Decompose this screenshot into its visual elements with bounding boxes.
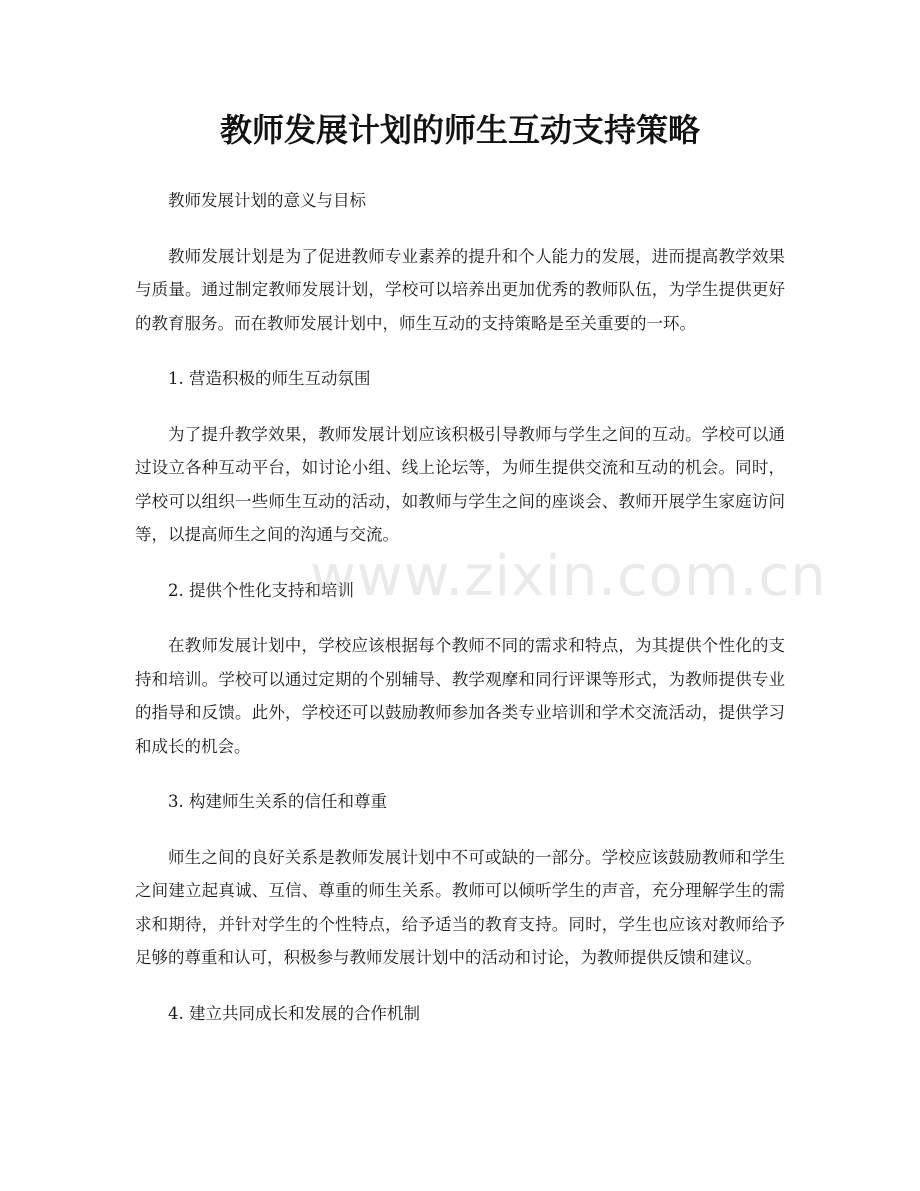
section-heading-2: 2. 提供个性化支持和培训: [168, 580, 354, 600]
paragraph-2: 在教师发展计划中，学校应该根据每个教师不同的需求和特点，为其提供个性化的支持和培训。学校可以通过定期的个别辅导、教学观摩和同行评课等形式，为教师提供专业的指导和反馈。此外，学校还可以鼓励教师参加各类专业培训和学术交流活动，提供学习和成长的机会。: [135, 636, 785, 756]
section-heading-4: 4. 建立共同成长和发展的合作机制: [168, 1003, 420, 1023]
document-body: [135, 184, 785, 1052]
section-heading-1: 1. 营造积极的师生互动氛围: [168, 369, 371, 388]
paragraph-intro: 教师发展计划是为了促进教师专业素养的提升和个人能力的发展，进而提高教学效果与质量。通过制定教师发展计划，学校可以培养出更加优秀的教师队伍，为学生提供更好的教育服务。而在教师发展计划中，师生互动的支持策略是至关重要的一环。: [135, 246, 785, 333]
section-heading-3: 3. 构建师生关系的信任和尊重: [168, 792, 387, 811]
watermark: www.zixin.com.cn: [310, 544, 827, 609]
paragraph-3: 师生之间的良好关系是教师发展计划中不可或缺的一部分。学校应该鼓励教师和学生之间建立起真诚、互信、尊重的师生关系。教师可以倾听学生的声音，充分理解学生的需求和期待，并针对学生的个性特点，给予适当的教育支持。同时，学生也应该对教师给予足够的尊重和认可，积极参与教师发展计划中的活动和讨论，为教师提供反馈和建议。: [135, 847, 785, 967]
section-heading-intro: 教师发展计划的意义与目标: [168, 191, 366, 210]
document-title: 教师发展计划的师生互动支持策略: [219, 111, 700, 149]
paragraph-1: 为了提升教学效果，教师发展计划应该积极引导教师与学生之间的互动。学校可以通过设立各种互动平台，如讨论小组、线上论坛等，为师生提供交流和互动的机会。同时，学校可以组织一些师生互动的活动，如教师与学生之间的座谈会、教师开展学生家庭访问等，以提高师生之间的沟通与交流。: [135, 424, 785, 544]
